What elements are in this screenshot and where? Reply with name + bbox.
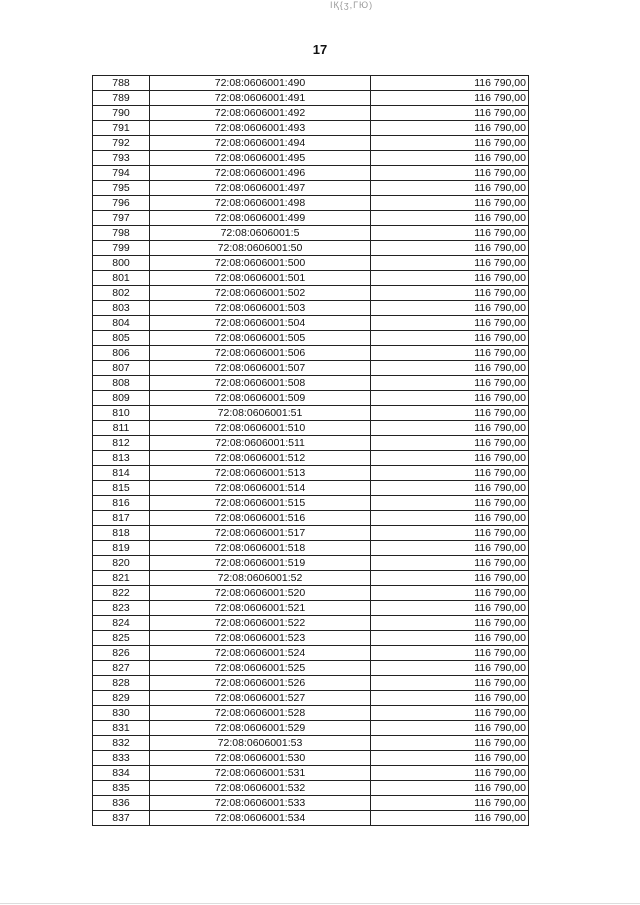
cadastral-value-cell: 116 790,00 [371,811,529,826]
row-number-cell: 826 [93,646,150,661]
table-row [93,466,529,481]
cadastral-number-cell: 72:08:0606001:499 [150,211,371,226]
cadastral-value-cell: 116 790,00 [371,676,529,691]
cadastral-number-cell: 72:08:0606001:509 [150,391,371,406]
cadastral-value-cell: 116 790,00 [371,256,529,271]
cadastral-number-cell: 72:08:0606001:520 [150,586,371,601]
table-row [93,451,529,466]
cadastral-number-cell: 72:08:0606001:519 [150,556,371,571]
cadastral-value-cell: 116 790,00 [371,121,529,136]
table-row [93,661,529,676]
row-number-cell: 822 [93,586,150,601]
table-row [93,316,529,331]
cadastral-number-cell: 72:08:0606001:530 [150,751,371,766]
cadastral-value-cell: 116 790,00 [371,466,529,481]
row-number-cell: 836 [93,796,150,811]
cadastral-value-cell: 116 790,00 [371,646,529,661]
table-row [93,481,529,496]
cadastral-number-cell: 72:08:0606001:494 [150,136,371,151]
cadastral-value-table [92,75,529,826]
cadastral-number-cell: 72:08:0606001:532 [150,781,371,796]
row-number-cell: 828 [93,676,150,691]
row-number-cell: 817 [93,511,150,526]
cadastral-value-cell: 116 790,00 [371,736,529,751]
row-number-cell: 795 [93,181,150,196]
cadastral-number-cell: 72:08:0606001:524 [150,646,371,661]
table-row [93,511,529,526]
row-number-cell: 792 [93,136,150,151]
cadastral-number-cell: 72:08:0606001:531 [150,766,371,781]
cadastral-number-cell: 72:08:0606001:53 [150,736,371,751]
row-number-cell: 800 [93,256,150,271]
row-number-cell: 798 [93,226,150,241]
cadastral-value-cell: 116 790,00 [371,481,529,496]
cadastral-value-cell: 116 790,00 [371,91,529,106]
cadastral-value-cell: 116 790,00 [371,631,529,646]
cadastral-number-cell: 72:08:0606001:500 [150,256,371,271]
page-number: 17 [312,42,328,57]
cadastral-number-cell: 72:08:0606001:506 [150,346,371,361]
table-row [93,196,529,211]
table-row [93,436,529,451]
row-number-cell: 808 [93,376,150,391]
archive-stamp: ӀҚ{ӡ,ГЮ) [330,0,374,10]
row-number-cell: 806 [93,346,150,361]
row-number-cell: 811 [93,421,150,436]
cadastral-value-cell: 116 790,00 [371,301,529,316]
table-row [93,181,529,196]
cadastral-value-cell: 116 790,00 [371,781,529,796]
cadastral-value-cell: 116 790,00 [371,721,529,736]
table-row [93,541,529,556]
row-number-cell: 830 [93,706,150,721]
cadastral-number-cell: 72:08:0606001:523 [150,631,371,646]
cadastral-value-cell: 116 790,00 [371,616,529,631]
cadastral-number-cell: 72:08:0606001:493 [150,121,371,136]
row-number-cell: 812 [93,436,150,451]
table-row [93,406,529,421]
table-row [93,226,529,241]
cadastral-value-cell: 116 790,00 [371,76,529,91]
cadastral-number-cell: 72:08:0606001:50 [150,241,371,256]
row-number-cell: 833 [93,751,150,766]
cadastral-number-cell: 72:08:0606001:515 [150,496,371,511]
table-row [93,331,529,346]
table-row [93,91,529,106]
table-row [93,271,529,286]
table-row [93,796,529,811]
cadastral-number-cell: 72:08:0606001:522 [150,616,371,631]
cadastral-number-cell: 72:08:0606001:504 [150,316,371,331]
cadastral-value-cell: 116 790,00 [371,586,529,601]
table-row [93,136,529,151]
cadastral-number-cell: 72:08:0606001:508 [150,376,371,391]
table-row [93,241,529,256]
table-row [93,691,529,706]
row-number-cell: 788 [93,76,150,91]
cadastral-value-cell: 116 790,00 [371,391,529,406]
row-number-cell: 832 [93,736,150,751]
cadastral-value-cell: 116 790,00 [371,136,529,151]
cadastral-value-cell: 116 790,00 [371,541,529,556]
row-number-cell: 820 [93,556,150,571]
cadastral-value-cell: 116 790,00 [371,451,529,466]
table-row [93,121,529,136]
row-number-cell: 819 [93,541,150,556]
row-number-cell: 831 [93,721,150,736]
row-number-cell: 805 [93,331,150,346]
row-number-cell: 809 [93,391,150,406]
table-row [93,526,529,541]
table-row [93,286,529,301]
cadastral-number-cell: 72:08:0606001:507 [150,361,371,376]
cadastral-value-cell: 116 790,00 [371,316,529,331]
cadastral-value-cell: 116 790,00 [371,661,529,676]
table-row [93,376,529,391]
table-row [93,736,529,751]
row-number-cell: 815 [93,481,150,496]
row-number-cell: 816 [93,496,150,511]
row-number-cell: 791 [93,121,150,136]
table-row [93,106,529,121]
row-number-cell: 818 [93,526,150,541]
table-row [93,571,529,586]
cadastral-number-cell: 72:08:0606001:496 [150,166,371,181]
cadastral-number-cell: 72:08:0606001:495 [150,151,371,166]
row-number-cell: 804 [93,316,150,331]
cadastral-value-cell: 116 790,00 [371,691,529,706]
table-row [93,76,529,91]
table-row [93,166,529,181]
cadastral-number-cell: 72:08:0606001:510 [150,421,371,436]
cadastral-number-cell: 72:08:0606001:517 [150,526,371,541]
row-number-cell: 810 [93,406,150,421]
cadastral-value-cell: 116 790,00 [371,601,529,616]
cadastral-number-cell: 72:08:0606001:51 [150,406,371,421]
cadastral-number-cell: 72:08:0606001:526 [150,676,371,691]
cadastral-number-cell: 72:08:0606001:491 [150,91,371,106]
cadastral-value-cell: 116 790,00 [371,496,529,511]
row-number-cell: 829 [93,691,150,706]
cadastral-value-cell: 116 790,00 [371,706,529,721]
cadastral-value-cell: 116 790,00 [371,241,529,256]
table-row [93,256,529,271]
table-row [93,766,529,781]
cadastral-value-cell: 116 790,00 [371,286,529,301]
cadastral-number-cell: 72:08:0606001:502 [150,286,371,301]
cadastral-value-cell: 116 790,00 [371,406,529,421]
table-row [93,721,529,736]
cadastral-number-cell: 72:08:0606001:518 [150,541,371,556]
cadastral-number-cell: 72:08:0606001:512 [150,451,371,466]
cadastral-number-cell: 72:08:0606001:514 [150,481,371,496]
table-row [93,616,529,631]
cadastral-number-cell: 72:08:0606001:498 [150,196,371,211]
row-number-cell: 827 [93,661,150,676]
cadastral-number-cell: 72:08:0606001:497 [150,181,371,196]
row-number-cell: 837 [93,811,150,826]
row-number-cell: 803 [93,301,150,316]
cadastral-value-cell: 116 790,00 [371,106,529,121]
cadastral-number-cell: 72:08:0606001:501 [150,271,371,286]
cadastral-number-cell: 72:08:0606001:52 [150,571,371,586]
row-number-cell: 807 [93,361,150,376]
cadastral-number-cell: 72:08:0606001:511 [150,436,371,451]
row-number-cell: 794 [93,166,150,181]
cadastral-value-cell: 116 790,00 [371,556,529,571]
cadastral-value-cell: 116 790,00 [371,166,529,181]
cadastral-number-cell: 72:08:0606001:528 [150,706,371,721]
cadastral-number-cell: 72:08:0606001:503 [150,301,371,316]
cadastral-value-cell: 116 790,00 [371,766,529,781]
row-number-cell: 813 [93,451,150,466]
table-row [93,586,529,601]
table-row [93,631,529,646]
table-row [93,811,529,826]
table-row [93,751,529,766]
table-row [93,496,529,511]
cadastral-value-cell: 116 790,00 [371,376,529,391]
table-row [93,391,529,406]
cadastral-value-cell: 116 790,00 [371,346,529,361]
table-row [93,556,529,571]
row-number-cell: 823 [93,601,150,616]
cadastral-value-cell: 116 790,00 [371,571,529,586]
table-row [93,301,529,316]
row-number-cell: 793 [93,151,150,166]
row-number-cell: 802 [93,286,150,301]
cadastral-value-cell: 116 790,00 [371,796,529,811]
row-number-cell: 834 [93,766,150,781]
cadastral-value-cell: 116 790,00 [371,751,529,766]
cadastral-value-cell: 116 790,00 [371,421,529,436]
row-number-cell: 814 [93,466,150,481]
cadastral-number-cell: 72:08:0606001:490 [150,76,371,91]
row-number-cell: 821 [93,571,150,586]
row-number-cell: 824 [93,616,150,631]
cadastral-value-cell: 116 790,00 [371,436,529,451]
table-row [93,211,529,226]
table-row [93,346,529,361]
cadastral-value-cell: 116 790,00 [371,226,529,241]
row-number-cell: 796 [93,196,150,211]
table-row [93,361,529,376]
cadastral-number-cell: 72:08:0606001:534 [150,811,371,826]
cadastral-value-cell: 116 790,00 [371,196,529,211]
table-row [93,781,529,796]
row-number-cell: 790 [93,106,150,121]
cadastral-number-cell: 72:08:0606001:505 [150,331,371,346]
row-number-cell: 835 [93,781,150,796]
cadastral-number-cell: 72:08:0606001:521 [150,601,371,616]
cadastral-number-cell: 72:08:0606001:529 [150,721,371,736]
row-number-cell: 825 [93,631,150,646]
cadastral-value-cell: 116 790,00 [371,526,529,541]
cadastral-number-cell: 72:08:0606001:533 [150,796,371,811]
table-row [93,646,529,661]
cadastral-number-cell: 72:08:0606001:492 [150,106,371,121]
cadastral-number-cell: 72:08:0606001:513 [150,466,371,481]
cadastral-value-cell: 116 790,00 [371,271,529,286]
cadastral-value-cell: 116 790,00 [371,331,529,346]
cadastral-number-cell: 72:08:0606001:525 [150,661,371,676]
cadastral-value-cell: 116 790,00 [371,511,529,526]
row-number-cell: 789 [93,91,150,106]
page-bottom-edge [0,903,640,904]
cadastral-value-cell: 116 790,00 [371,211,529,226]
cadastral-number-cell: 72:08:0606001:527 [150,691,371,706]
table-row [93,676,529,691]
cadastral-number-cell: 72:08:0606001:516 [150,511,371,526]
table-row [93,151,529,166]
table-row [93,421,529,436]
table-row [93,601,529,616]
cadastral-value-cell: 116 790,00 [371,181,529,196]
cadastral-number-cell: 72:08:0606001:5 [150,226,371,241]
row-number-cell: 799 [93,241,150,256]
row-number-cell: 801 [93,271,150,286]
table-row [93,706,529,721]
row-number-cell: 797 [93,211,150,226]
cadastral-value-cell: 116 790,00 [371,151,529,166]
cadastral-value-cell: 116 790,00 [371,361,529,376]
